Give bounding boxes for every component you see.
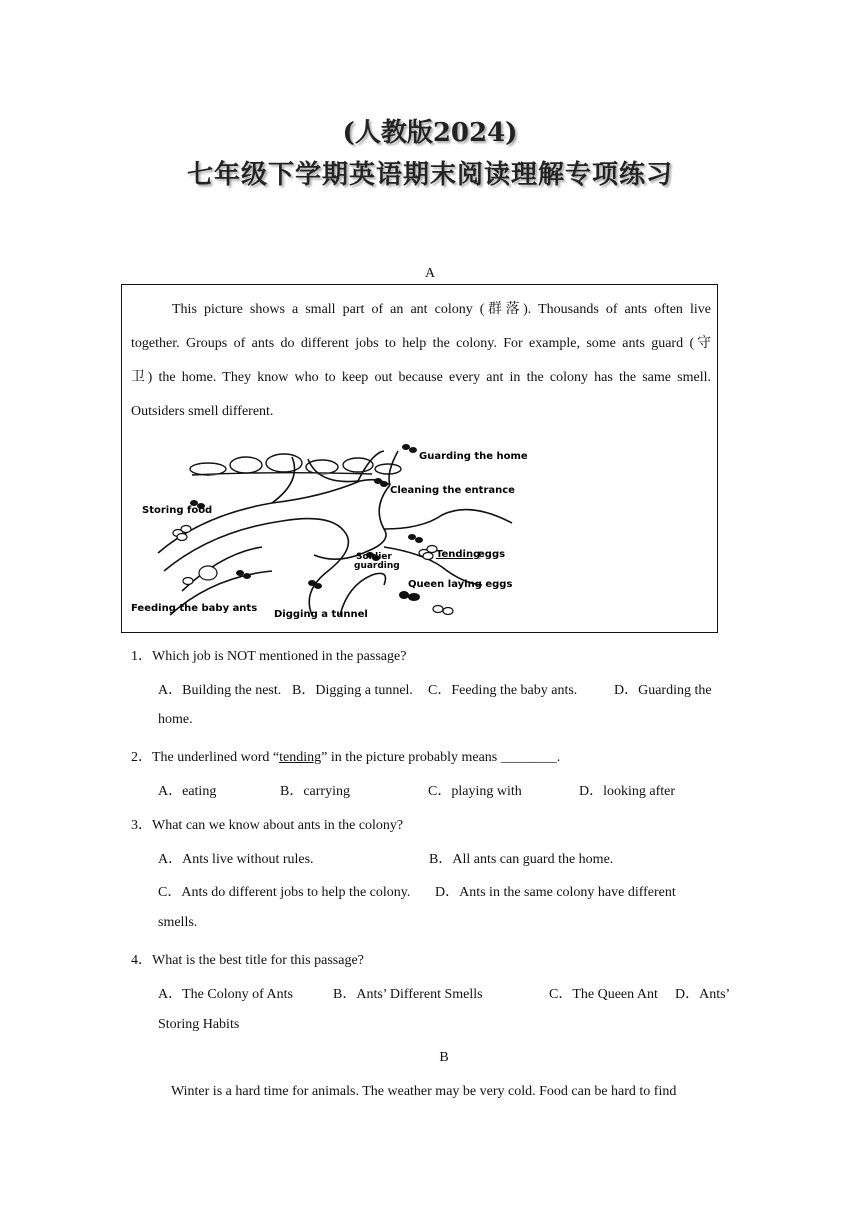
question-1-option-b: B．Digging a tunnel. <box>292 683 413 698</box>
question-1-stem: 1．Which job is NOT mentioned in the passage? <box>131 649 407 664</box>
label-queen: Queen laying eggs <box>408 579 513 590</box>
question-3-option-c: C．Ants do different jobs to help the colony. <box>158 885 411 900</box>
label-feeding: Feeding the baby ants <box>131 603 258 614</box>
question-4-option-d: D．Ants’ <box>675 987 731 1002</box>
question-3-option-a: A．Ants live without rules. <box>158 852 314 867</box>
label-digging: Digging a tunnel <box>274 609 368 620</box>
question-1-option-d-cont: home. <box>158 712 193 727</box>
label-storing: Storing food <box>142 505 213 516</box>
question-3-option-d-cont: smells. <box>158 915 198 930</box>
question-4-option-a: A．The Colony of Ants <box>158 987 293 1002</box>
question-2-underlined-word: tending <box>279 750 322 765</box>
question-4-option-c: C．The Queen Ant <box>549 987 658 1002</box>
label-eggs: eggs <box>478 549 506 560</box>
question-3-option-b: B．All ants can guard the home. <box>429 852 614 867</box>
label-guarding: Guarding the home <box>419 451 528 462</box>
ant-colony-figure <box>122 285 717 632</box>
question-2-option-d: D．looking after <box>579 784 676 799</box>
passage-b-first-line: Winter is a hard time for animals. The weather may be very cold. Food can be hard to find <box>171 1084 677 1099</box>
question-2-stem <box>131 746 560 766</box>
question-2-option-a: A．eating <box>158 784 217 799</box>
question-1-option-d: D．Guarding the <box>614 683 712 698</box>
label-cleaning: Cleaning the entrance <box>390 485 515 496</box>
passage-line: Outsiders smell different. <box>131 404 274 419</box>
question-1-option-a: A．Building the nest. <box>158 683 282 698</box>
question-4-option-d-cont: Storing Habits <box>158 1017 240 1032</box>
label-soldier: Soldier <box>356 552 392 562</box>
passage-line: 卫) the home. They know who to keep out because every ant in the colony has the same smell. <box>131 370 711 385</box>
title-line-2: 七年级下学期英语期末阅读理解专项练习 <box>186 160 673 190</box>
ground-stones <box>190 454 401 475</box>
passage-line: This picture shows a small part of an ant colony (群落). Thousands of ants often live <box>172 302 711 317</box>
question-4-stem: 4．What is the best title for this passage? <box>131 953 364 968</box>
question-2-option-b: B．carrying <box>280 784 350 799</box>
passage-line: together. Groups of ants do different jobs to help the colony. For example, some ants guard (守 <box>131 336 711 351</box>
section-b-label: B <box>439 1050 449 1065</box>
title-line-1: (人教版2024) <box>342 118 518 148</box>
question-4-option-b: B．Ants’ Different Smells <box>333 987 483 1002</box>
label-tending: Tending <box>436 549 481 560</box>
question-3-stem: 3．What can we know about ants in the colony? <box>131 818 404 833</box>
question-1-option-c: C．Feeding the baby ants. <box>428 683 578 698</box>
question-2-option-c: C．playing with <box>428 784 522 799</box>
section-a-label: A <box>424 266 436 281</box>
question-2-stem-post: ” in the picture probably means ________. <box>321 750 561 765</box>
passage-a-box <box>121 284 718 633</box>
label-soldier-guarding: guarding <box>354 561 400 571</box>
question-3-option-d: D．Ants in the same colony have different <box>435 885 676 900</box>
question-2-stem-pre: 2．The underlined word “ <box>131 750 280 765</box>
